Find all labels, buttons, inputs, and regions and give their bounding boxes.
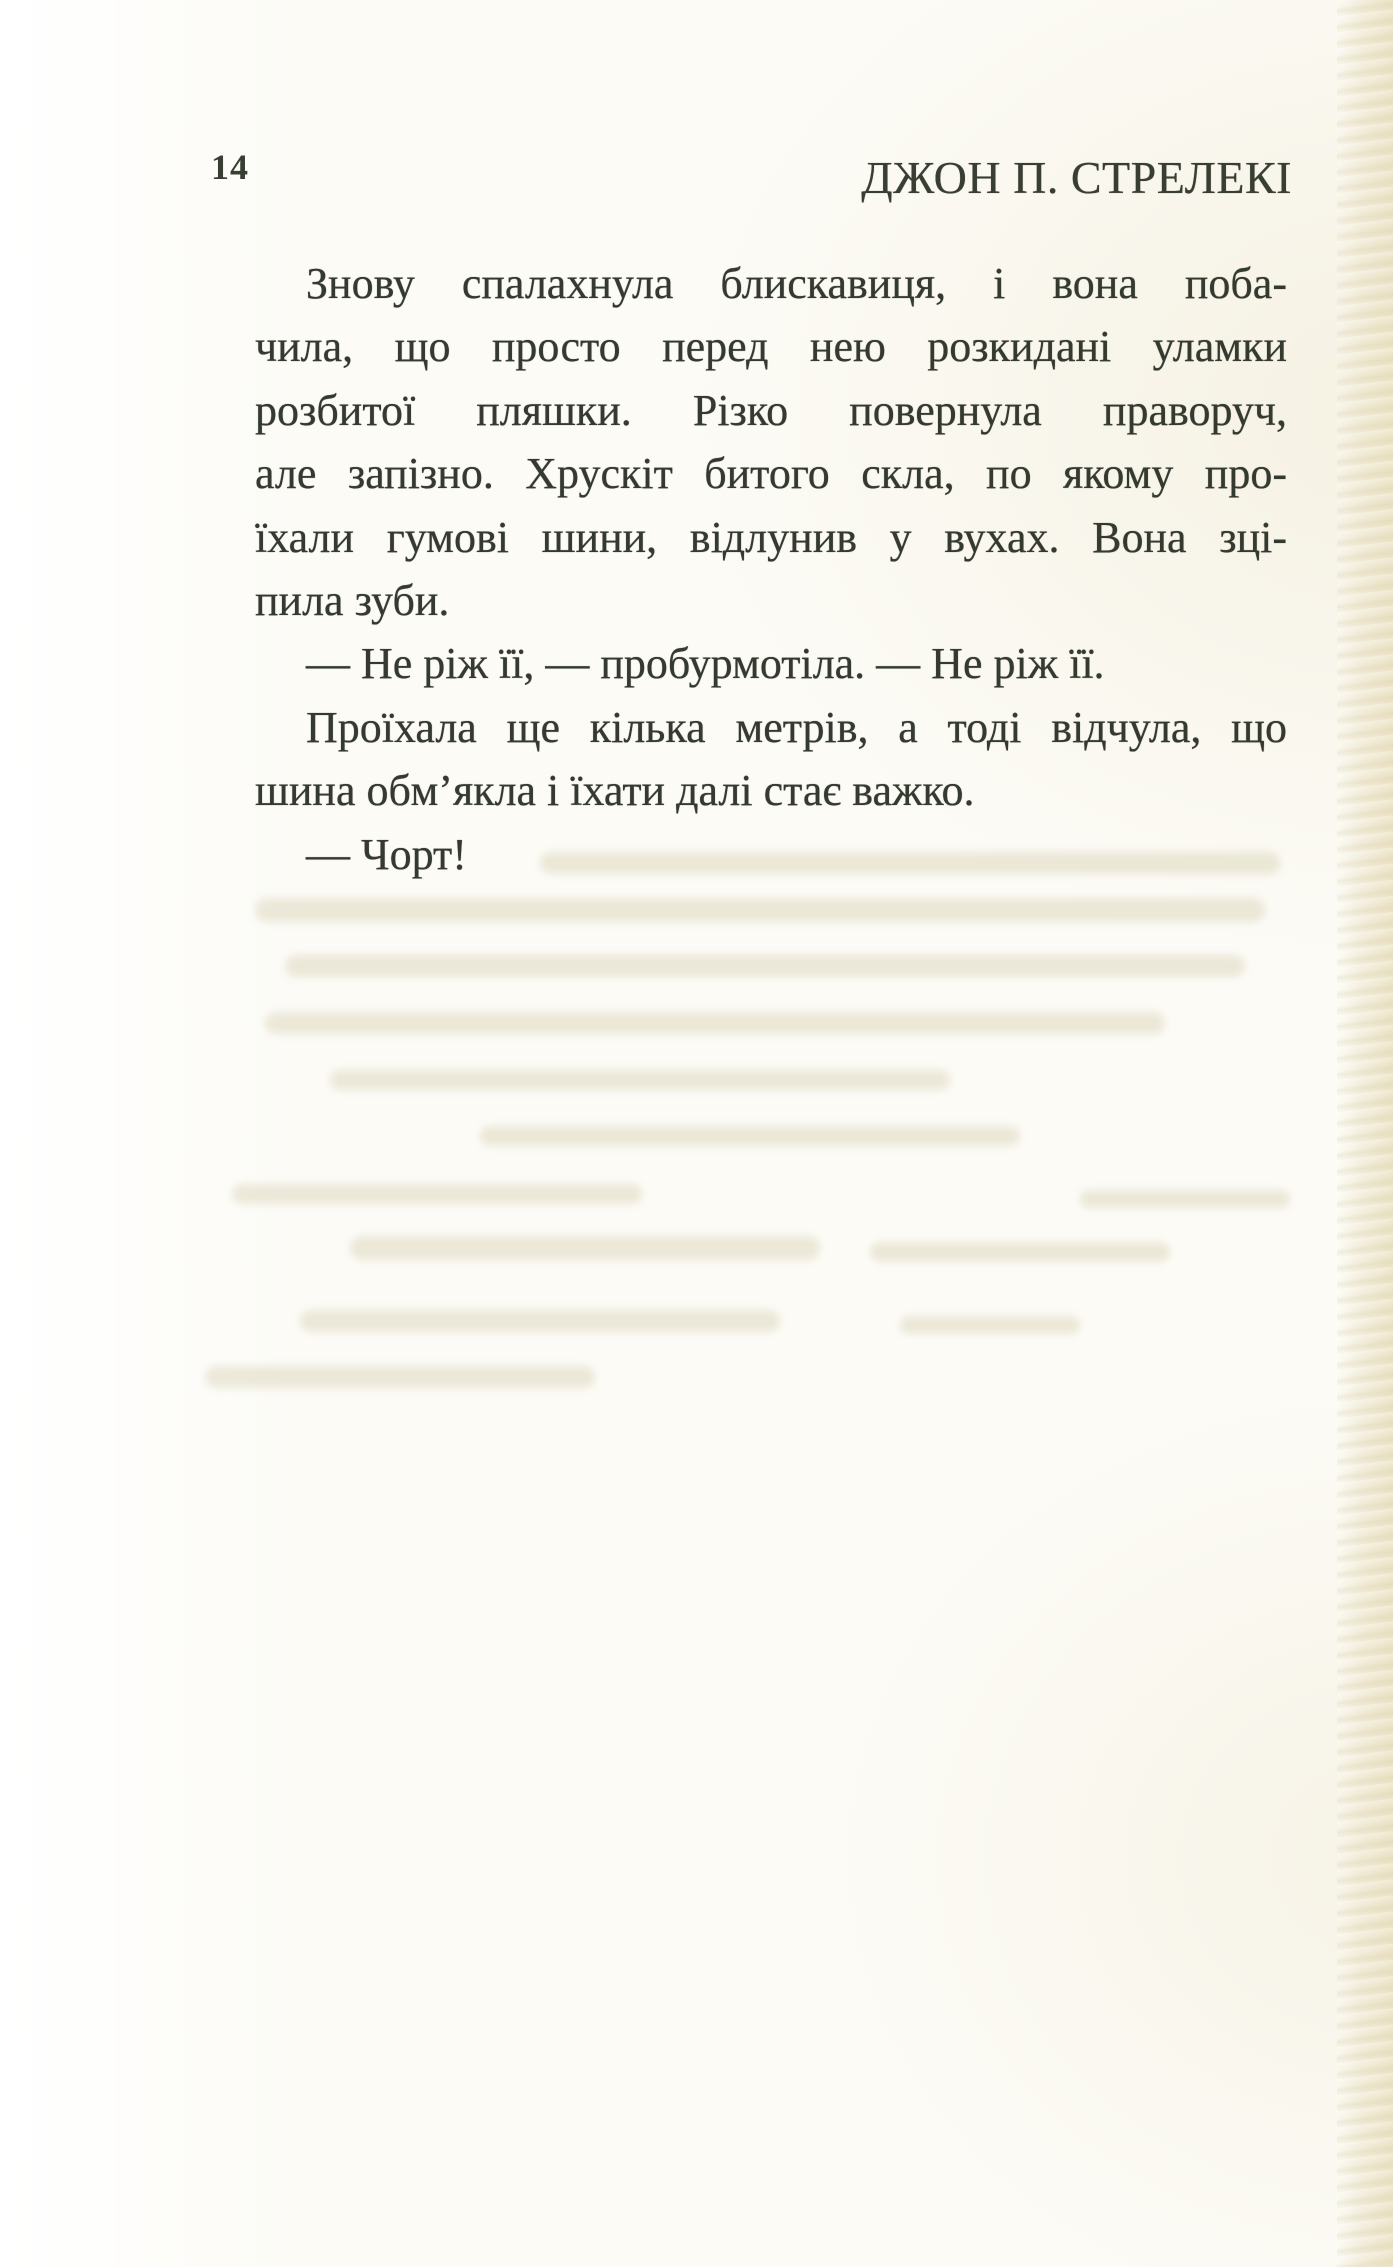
bleed-through-mark (265, 1012, 1165, 1034)
text-line: чила, що просто перед нею розкидані уламки (255, 322, 1287, 372)
bleed-through-mark (300, 1310, 780, 1332)
text-line: їхали гумові шини, відлунив у вухах. Вона зці- (255, 512, 1287, 562)
text-line: — Не ріж її, — пробурмотіла. — Не ріж її. (306, 639, 1105, 689)
text-line: Проїхала ще кілька метрів, а тоді відчула, що (306, 702, 1287, 752)
bleed-through-mark (480, 1126, 1020, 1146)
bleed-through-mark (205, 1366, 595, 1388)
text-line: пила зуби. (255, 575, 450, 625)
bleed-through-mark (1080, 1190, 1290, 1208)
text-line: шина обм’якла і їхати далі стає важко. (255, 766, 975, 816)
bleed-through-mark (255, 898, 1265, 922)
bleed-through-mark (350, 1236, 820, 1260)
text-line: — Чорт! (306, 829, 467, 879)
page-number: 14 (211, 147, 249, 187)
text-line: розбитої пляшки. Різко повернула праворуч, (255, 385, 1287, 435)
page-edge-shadow (1337, 0, 1393, 2267)
text-line: Знову спалахнула блискавиця, і вона поба- (306, 259, 1287, 308)
bleed-through-mark (285, 955, 1245, 977)
bleed-through-mark (870, 1242, 1170, 1262)
bleed-through-mark (232, 1184, 642, 1204)
body-text (255, 252, 1287, 886)
text-line: але запізно. Хрускіт битого скла, по якому про- (255, 449, 1287, 499)
bleed-through-mark (330, 1070, 950, 1090)
running-header-author: ДЖОН П. СТРЕЛЕКІ (861, 152, 1292, 203)
bleed-through-mark (900, 1316, 1080, 1334)
